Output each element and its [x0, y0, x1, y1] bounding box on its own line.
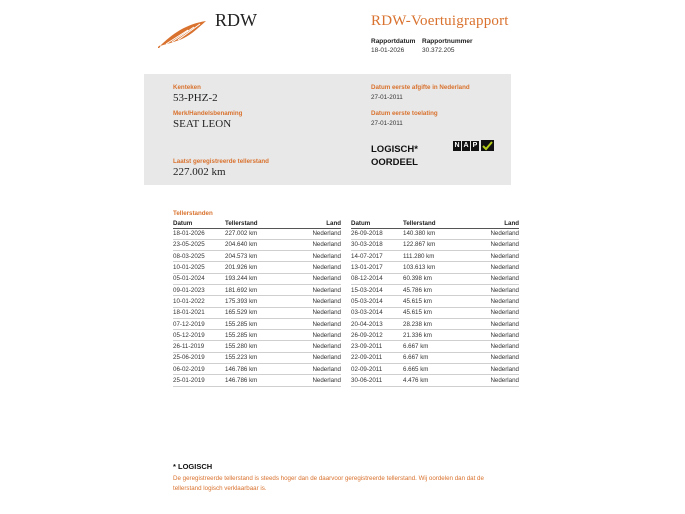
reading-country: Nederland: [287, 330, 341, 341]
table-row: [173, 330, 341, 341]
reading-odometer: 146.786 km: [225, 375, 287, 386]
reading-country: Nederland: [287, 341, 341, 352]
col-country: Land: [287, 219, 341, 228]
reading-date: 05-03-2014: [351, 296, 403, 307]
reading-date: 08-12-2014: [351, 273, 403, 284]
reading-date: 25-01-2019: [173, 375, 225, 386]
table-row: [351, 273, 519, 284]
reading-odometer: 204.640 km: [225, 239, 287, 250]
reading-country: Nederland: [465, 273, 519, 284]
nap-letter: N: [454, 141, 460, 149]
nap-letter: P: [472, 141, 478, 149]
reading-odometer: 6.667 km: [403, 352, 465, 363]
table-row: [351, 251, 519, 262]
col-date: Datum: [351, 219, 403, 228]
reading-country: Nederland: [287, 352, 341, 363]
reading-country: Nederland: [465, 296, 519, 307]
reading-odometer: 175.393 km: [225, 296, 287, 307]
table-row: [173, 239, 341, 250]
reading-odometer: 4.476 km: [403, 375, 465, 386]
reading-odometer: 111.280 km: [403, 251, 465, 262]
reading-odometer: 193.244 km: [225, 273, 287, 284]
table-row: [173, 341, 341, 352]
reading-date: 26-09-2012: [351, 330, 403, 341]
reading-odometer: 122.867 km: [403, 239, 465, 250]
reading-odometer: 45.786 km: [403, 284, 465, 295]
report-date-label: Rapportdatum: [371, 38, 416, 45]
reading-country: Nederland: [465, 307, 519, 318]
first-admission-label: Datum eerste toelating: [371, 110, 438, 117]
verdict-line-1: LOGISCH*: [371, 144, 418, 155]
table-row: [351, 262, 519, 273]
table-row: [351, 284, 519, 295]
reading-odometer: 155.285 km: [225, 318, 287, 329]
report-date-value: 18-01-2026: [371, 47, 405, 54]
table-row: [173, 262, 341, 273]
odometer-value: 227.002 km: [173, 166, 226, 178]
reading-odometer: 155.285 km: [225, 330, 287, 341]
table-row: [351, 341, 519, 352]
col-country: Land: [465, 219, 519, 228]
nap-letter: A: [463, 141, 469, 149]
reading-date: 30-06-2011: [351, 375, 403, 386]
reading-country: Nederland: [287, 296, 341, 307]
reading-odometer: 6.667 km: [403, 341, 465, 352]
table-row: [173, 375, 341, 386]
table-row: [351, 364, 519, 375]
check-mark-icon: [481, 140, 494, 151]
table-row: [173, 296, 341, 307]
reading-country: Nederland: [465, 375, 519, 386]
reading-date: 18-01-2021: [173, 307, 225, 318]
reading-date: 23-05-2025: [173, 239, 225, 250]
reading-odometer: 60.398 km: [403, 273, 465, 284]
reading-country: Nederland: [287, 228, 341, 239]
reading-country: Nederland: [465, 284, 519, 295]
table-row: [351, 318, 519, 329]
table-row: [173, 364, 341, 375]
reading-country: Nederland: [287, 284, 341, 295]
reading-date: 05-01-2024: [173, 273, 225, 284]
reading-country: Nederland: [287, 364, 341, 375]
table-row: [173, 318, 341, 329]
reading-date: 22-09-2011: [351, 352, 403, 363]
first-admission-value: 27-01-2011: [371, 120, 403, 127]
col-odometer: Tellerstand: [403, 219, 465, 228]
verdict-line-2: OORDEEL: [371, 157, 418, 168]
rdw-feather-logo-icon: [158, 18, 208, 48]
readings-table-right: [351, 219, 519, 387]
readings-title: Tellerstanden: [173, 210, 213, 217]
reading-country: Nederland: [465, 239, 519, 250]
footnote-text: De geregistreerde tellerstand is steeds hoger dan de daarvoor geregistreerde tellerstand. Wij oordelen dan dat de tellerstand logisch verklaarbaar is.: [173, 475, 484, 492]
reading-date: 14-07-2017: [351, 251, 403, 262]
table-row: [173, 307, 341, 318]
reading-odometer: 140.380 km: [403, 228, 465, 239]
col-odometer: Tellerstand: [225, 219, 287, 228]
reading-odometer: 146.786 km: [225, 364, 287, 375]
reading-country: Nederland: [287, 273, 341, 284]
reading-odometer: 165.529 km: [225, 307, 287, 318]
make-label: Merk/Handelsbenaming: [173, 110, 243, 117]
plate-label: Kenteken: [173, 84, 201, 91]
reading-date: 15-03-2014: [351, 284, 403, 295]
reading-date: 23-09-2011: [351, 341, 403, 352]
first-issue-nl-value: 27-01-2011: [371, 94, 403, 101]
reading-country: Nederland: [287, 375, 341, 386]
readings-table-left: [173, 219, 341, 387]
reading-date: 06-02-2019: [173, 364, 225, 375]
table-row: [351, 239, 519, 250]
reading-odometer: 201.926 km: [225, 262, 287, 273]
reading-odometer: 204.573 km: [225, 251, 287, 262]
footnote-title: * LOGISCH: [173, 462, 213, 471]
table-header-row: [173, 219, 341, 228]
table-row: [351, 296, 519, 307]
reading-date: 10-01-2022: [173, 296, 225, 307]
plate-value: 53-PHZ-2: [173, 92, 218, 104]
make-value: SEAT LEON: [173, 118, 232, 130]
reading-country: Nederland: [287, 262, 341, 273]
reading-country: Nederland: [465, 262, 519, 273]
col-date: Datum: [173, 219, 225, 228]
table-row: [351, 330, 519, 341]
reading-country: Nederland: [465, 318, 519, 329]
reading-odometer: 21.336 km: [403, 330, 465, 341]
report-number-value: 30.372.205: [422, 47, 455, 54]
reading-country: Nederland: [465, 341, 519, 352]
report-date: [371, 38, 415, 54]
reading-country: Nederland: [287, 318, 341, 329]
reading-date: 25-06-2019: [173, 352, 225, 363]
reading-country: Nederland: [287, 239, 341, 250]
reading-odometer: 155.223 km: [225, 352, 287, 363]
verdict: [371, 143, 418, 169]
reading-odometer: 28.238 km: [403, 318, 465, 329]
reading-date: 10-01-2025: [173, 262, 225, 273]
table-header-row: [351, 219, 519, 228]
first-issue-nl-label: Datum eerste afgifte in Nederland: [371, 84, 470, 91]
reading-country: Nederland: [465, 330, 519, 341]
reading-country: Nederland: [465, 228, 519, 239]
reading-date: 30-03-2018: [351, 239, 403, 250]
table-row: [351, 375, 519, 386]
reading-odometer: 45.615 km: [403, 296, 465, 307]
table-row: [351, 352, 519, 363]
reading-date: 26-11-2019: [173, 341, 225, 352]
report-title: RDW-Voertuigrapport: [371, 13, 509, 29]
reading-date: 07-12-2019: [173, 318, 225, 329]
reading-country: Nederland: [465, 364, 519, 375]
odometer-label: Laatst geregistreerde tellerstand: [173, 158, 269, 165]
reading-odometer: 181.692 km: [225, 284, 287, 295]
reading-date: 20-04-2013: [351, 318, 403, 329]
reading-country: Nederland: [465, 251, 519, 262]
reading-date: 05-12-2019: [173, 330, 225, 341]
table-row: [173, 273, 341, 284]
reading-date: 18-01-2026: [173, 228, 225, 239]
reading-odometer: 6.665 km: [403, 364, 465, 375]
reading-country: Nederland: [287, 307, 341, 318]
reading-date: 26-09-2018: [351, 228, 403, 239]
reading-country: Nederland: [465, 352, 519, 363]
reading-date: 08-03-2025: [173, 251, 225, 262]
table-row: [351, 307, 519, 318]
table-row: [173, 352, 341, 363]
reading-odometer: 103.613 km: [403, 262, 465, 273]
reading-odometer: 45.615 km: [403, 307, 465, 318]
table-row: [173, 284, 341, 295]
report-number-label: Rapportnummer: [422, 38, 473, 45]
reading-country: Nederland: [287, 251, 341, 262]
reading-date: 13-01-2017: [351, 262, 403, 273]
table-row: [173, 251, 341, 262]
brand-name: RDW: [215, 10, 257, 30]
reading-date: 03-03-2014: [351, 307, 403, 318]
table-row: [351, 228, 519, 239]
reading-date: 02-09-2011: [351, 364, 403, 375]
reading-odometer: 227.002 km: [225, 228, 287, 239]
nap-check-icon: [453, 139, 494, 152]
reading-odometer: 155.280 km: [225, 341, 287, 352]
report-number: [422, 38, 473, 54]
table-row: [173, 228, 341, 239]
reading-date: 09-01-2023: [173, 284, 225, 295]
